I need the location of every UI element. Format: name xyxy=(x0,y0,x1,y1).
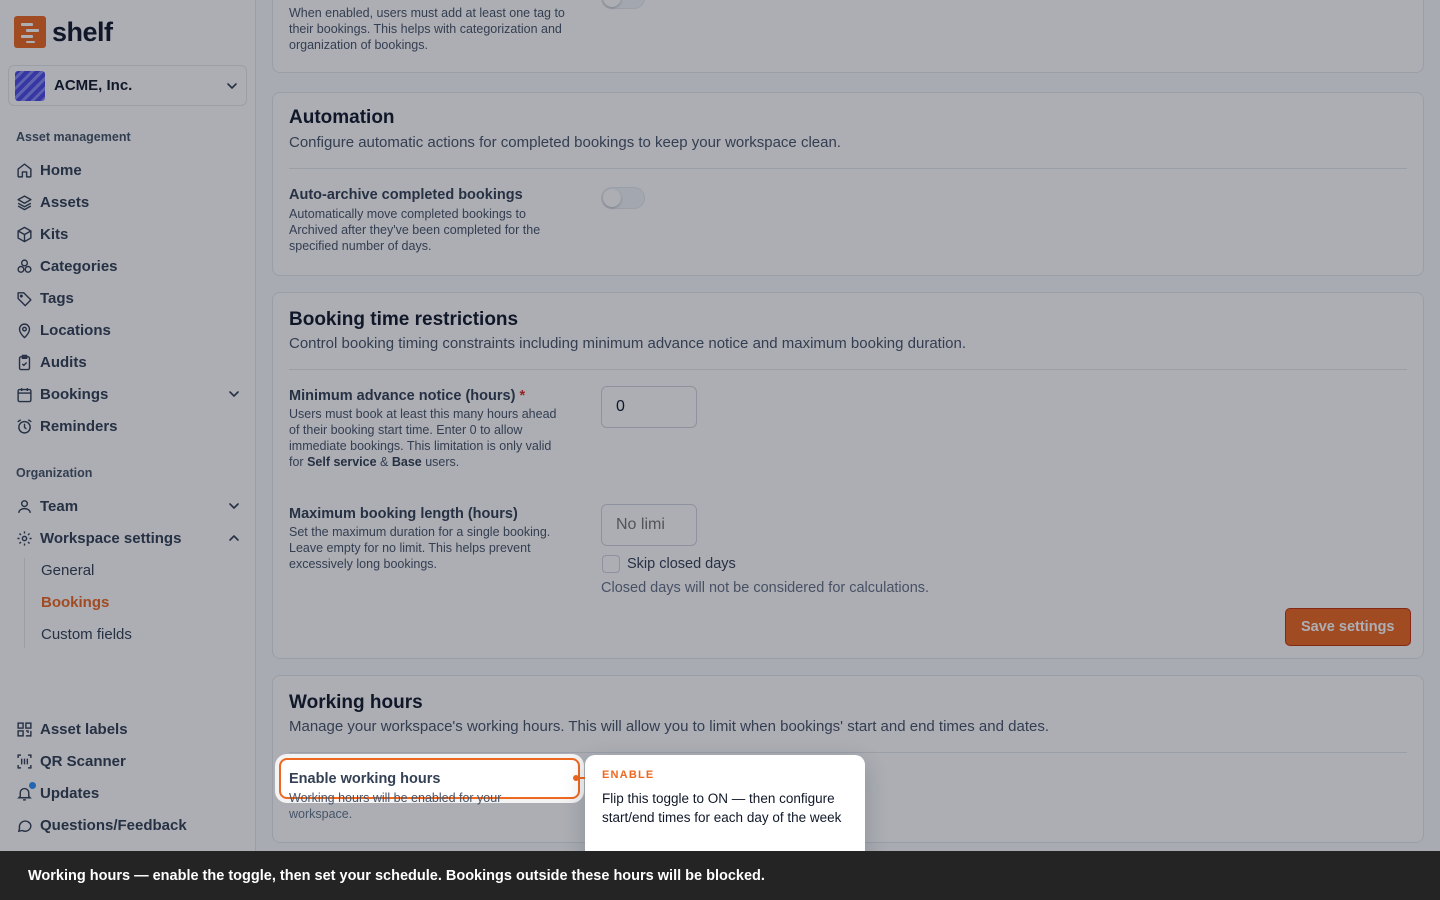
brand-name: shelf xyxy=(52,16,113,47)
tour-banner-text: Working hours — enable the toggle, then set your schedule. Bookings outside these hours will be blocked. xyxy=(28,867,765,884)
restrictions-description: Control booking timing constraints including minimum advance notice and maximum booking duration. xyxy=(289,335,967,352)
tooltip-kicker: ENABLE xyxy=(602,769,655,781)
nav-assets-label: Assets xyxy=(40,193,90,211)
sub-nav-bookings[interactable]: Bookings xyxy=(41,594,110,611)
skip-closed-days-help: Closed days will not be considered for calculations. xyxy=(601,580,930,596)
enable-working-hours-label: Enable working hours xyxy=(289,771,441,787)
role-base: Base xyxy=(391,455,422,469)
nav-bookings-label: Bookings xyxy=(40,385,109,403)
sub-nav-custom-fields[interactable]: Custom fields xyxy=(41,626,132,643)
nav-workspace-settings-label: Workspace settings xyxy=(40,529,182,547)
role-self-service: Self service xyxy=(307,455,377,469)
nav-home-label: Home xyxy=(40,161,82,179)
working-hours-description: Manage your workspace's working hours. This will allow you to limit when bookings' start and end times and dates. xyxy=(289,718,1049,735)
nav-kits-label: Kits xyxy=(40,225,69,243)
section-label-organization: Organization xyxy=(16,466,93,480)
required-marker: * xyxy=(519,388,526,404)
nav-updates-label: Updates xyxy=(40,784,100,802)
max-length-help: Set the maximum duration for a single booking. Leave empty for no limit. This helps prevent excessively long bookings. xyxy=(289,525,551,571)
nav-team-label: Team xyxy=(40,497,79,515)
sub-nav-general[interactable]: General xyxy=(41,562,95,579)
min-notice-help-text: Users must book at least this many hours ahead of their booking start time. Enter 0 to allow immediate bookings. This limitation is only valid for xyxy=(289,407,557,469)
nav-questions-feedback-label: Questions/Feedback xyxy=(40,816,187,834)
tags-help-text: When enabled, users must add at least one tag to their bookings. This helps with categorization and organization of bookings. xyxy=(289,6,565,52)
min-notice-label-text: Minimum advance notice (hours) xyxy=(289,388,516,404)
nav-tags-label: Tags xyxy=(40,289,74,307)
nav-asset-labels-label: Asset labels xyxy=(40,720,128,738)
auto-archive-label: Auto-archive completed bookings xyxy=(289,187,523,203)
save-settings-button[interactable]: Save settings xyxy=(1285,608,1411,646)
nav-qr-scanner-label: QR Scanner xyxy=(40,752,126,770)
auto-archive-help: Automatically move completed bookings to Archived after they've been completed for the specified number of days. xyxy=(289,207,541,253)
nav-locations-label: Locations xyxy=(40,321,111,339)
enable-working-hours-help: Working hours will be enabled for your workspace. xyxy=(289,791,502,821)
nav-audits-label: Audits xyxy=(40,353,87,371)
skip-closed-days-label: Skip closed days xyxy=(627,556,736,572)
tour-banner xyxy=(0,851,1440,900)
min-notice-help-tail: users. xyxy=(421,455,460,469)
org-name: ACME, Inc. xyxy=(54,77,133,94)
section-label-asset-management: Asset management xyxy=(16,130,131,144)
nav-reminders-label: Reminders xyxy=(40,417,118,435)
tour-tooltip xyxy=(585,755,865,853)
working-hours-title: Working hours xyxy=(289,692,423,713)
max-length-label: Maximum booking length (hours) xyxy=(289,506,518,522)
restrictions-title: Booking time restrictions xyxy=(289,309,519,330)
amp: & xyxy=(376,455,392,469)
nav-categories-label: Categories xyxy=(40,257,118,275)
tooltip-text: Flip this toggle to ON — then configure start/end times for each day of the week xyxy=(602,791,842,825)
automation-title: Automation xyxy=(289,107,395,128)
automation-description: Configure automatic actions for completed bookings to keep your workspace clean. xyxy=(289,134,841,151)
